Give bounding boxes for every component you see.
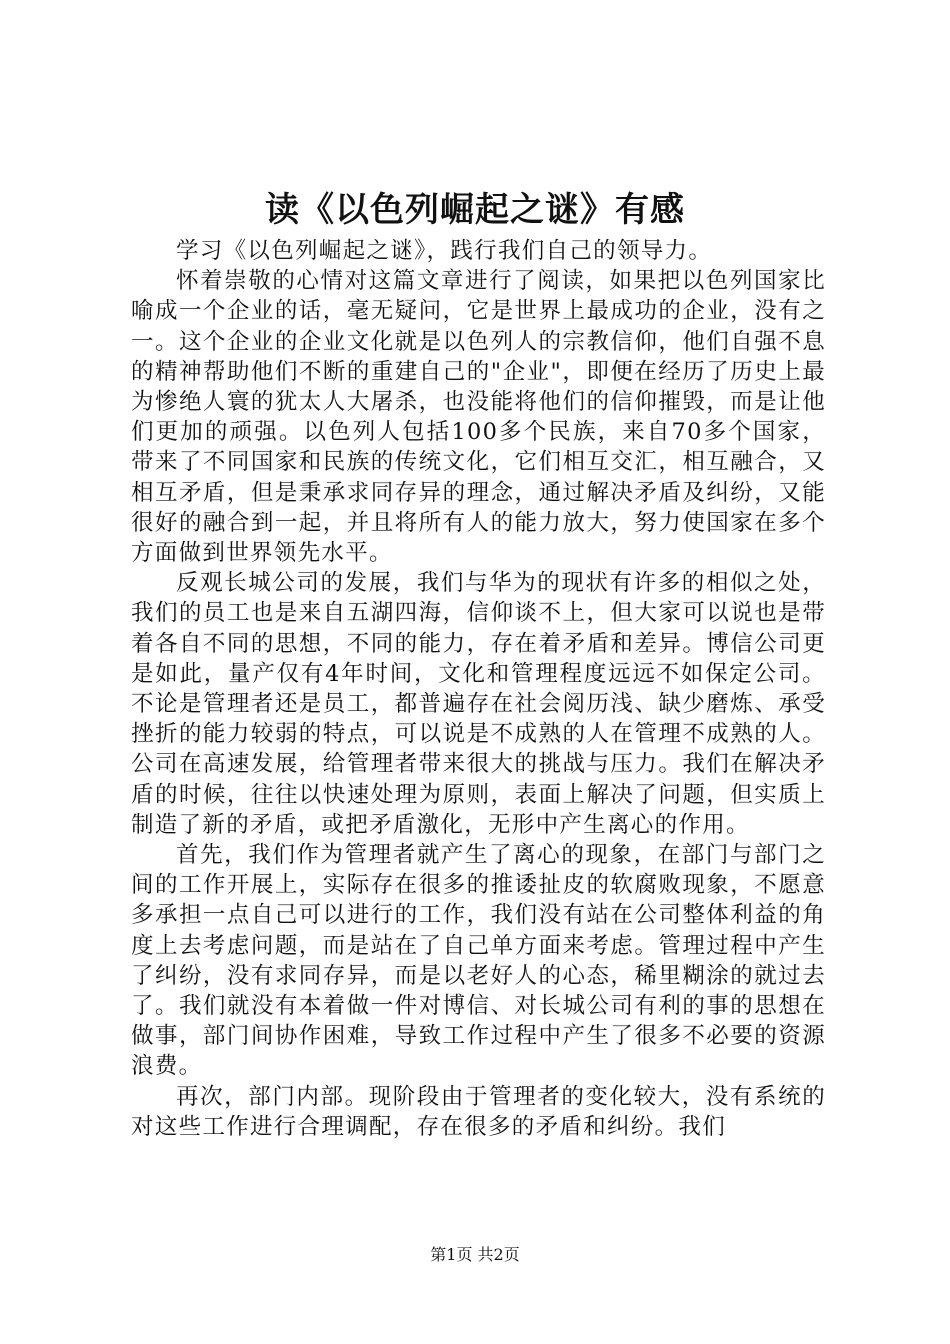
- paragraph-company: 反观长城公司的发展，我们与华为的现状有许多的相似之处，我们的员工也是来自五湖四海，信仰谈不上，但大家可以说也是带着各自不同的思想，不同的能力，存在着矛盾和差异。博信公司更是如此，量产仅有4年时间，文化和管理程度远远不如保定公司。不论是管理者还是员工，都普遍存在社会阅历浅、缺少磨炼、承受挫折的能力较弱的特点，可以说是不成熟的人在管理不成熟的人。公司在高速发展，给管理者带来很大的挑战与压力。我们在解决矛盾的时候，往往以快速处理为原则，表面上解决了问题，但实质上制造了新的矛盾，或把矛盾激化，无形中产生离心的作用。: [131, 570, 826, 838]
- paragraph-departments: 再次，部门内部。现阶段由于管理者的变化较大，没有系统的对这些工作进行合理调配，存在很多的矛盾和纠纷。我们: [131, 1083, 826, 1140]
- paragraph-israel: 怀着崇敬的心情对这篇文章进行了阅读，如果把以色列国家比喻成一个企业的话，毫无疑问，它是世界上最成功的企业，没有之一。这个企业的企业文化就是以色列人的宗教信仰，他们自强不息的精神帮助他们不断的重建自己的"企业"，即便在经历了历史上最为惨绝人寰的犹太人大屠杀，也没能将他们的信仰摧毁，而是让他们更加的顽强。以色列人包括100多个民族，来自70多个国家，带来了不同国家和民族的传统文化，它们相互交汇，相互融合，又相互矛盾，但是秉承求同存异的理念，通过解决矛盾及纠纷，又能很好的融合到一起，并且将所有人的能力放大，努力使国家在多个方面做到世界领先水平。: [131, 268, 826, 567]
- document-title: 读《以色列崛起之谜》有感: [265, 190, 685, 230]
- paragraph-managers: 首先，我们作为管理者就产生了离心的现象，在部门与部门之间的工作开展上，实际存在很多的推诿扯皮的软腐败现象，不愿意多承担一点自己可以进行的工作，我们没有站在公司整体利益的角度上去考虑问题，而是站在了自己单方面来考虑。管理过程中产生了纠纷，没有求同存异，而是以老好人的心态，稀里糊涂的就过去了。我们就没有本着做一件对博信、对长城公司有利的事的思想在做事，部门间协作困难，导致工作过程中产生了很多不必要的资源浪费。: [131, 842, 826, 1080]
- paragraph-intro: 学习《以色列崛起之谜》，践行我们自己的领导力。: [176, 238, 713, 264]
- document-body: [131, 236, 826, 1142]
- page-footer: 第1页 共2页: [430, 1245, 520, 1264]
